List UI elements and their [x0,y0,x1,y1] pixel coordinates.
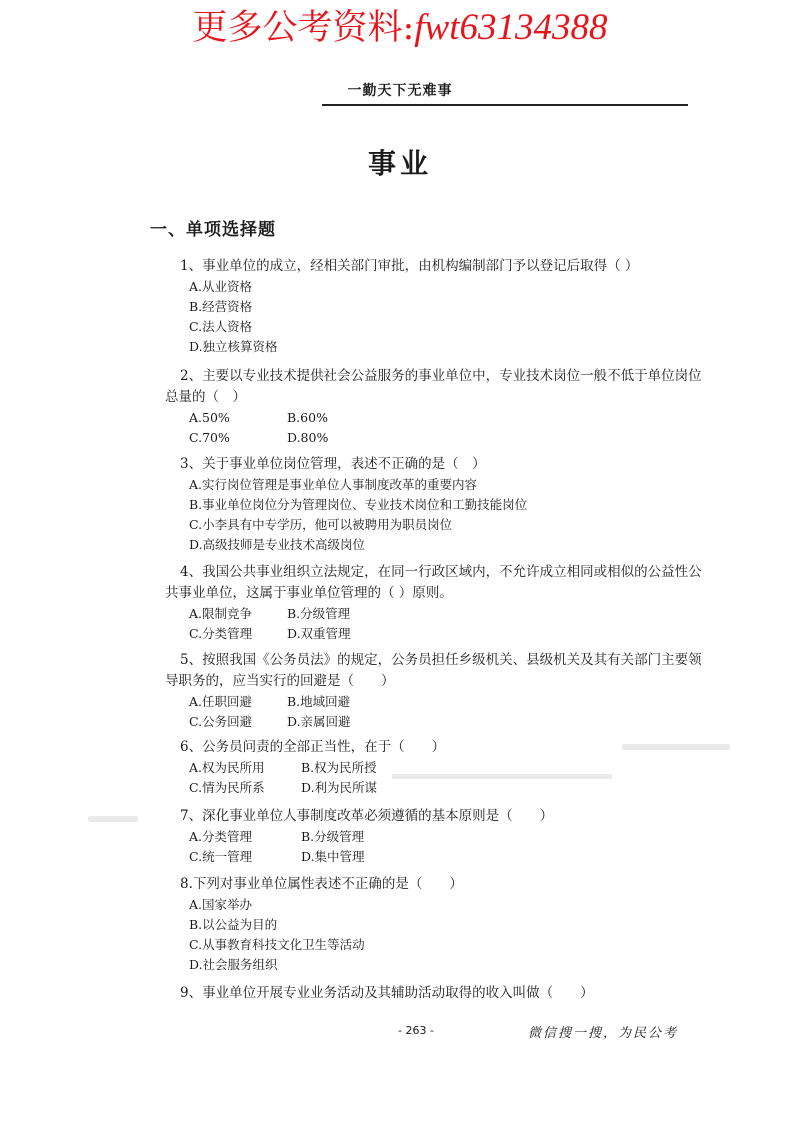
question-4 [165,562,705,644]
option-row [165,778,705,798]
option-c: C.70% [189,430,230,445]
option-row [165,847,705,867]
question-stem: 8.下列对事业单位属性表述不正确的是（ ） [180,876,463,892]
option-a: A.权为民所用 [189,760,265,775]
question-stem: 7、深化事业单位人事制度改革必须遵循的基本原则是（ ） [180,808,554,824]
option-d: D.集中管理 [301,849,365,864]
question-stem: 4、我国公共事业组织立法规定，在同一行政区域内，不允许成立相同或相似的公益性公共事业单位，这属于事业单位管理的（ ）原则。 [165,564,702,601]
question-7 [165,806,705,867]
question-5 [165,650,705,732]
option-b: B.地域回避 [287,694,351,709]
question-stem: 9、事业单位开展专业业务活动及其辅助活动取得的收入叫做（ ） [180,985,594,1001]
footer-slogan: 微信搜一搜，为民公考 [528,1026,679,1041]
question-stem: 5、按照我国《公务员法》的规定，公务员担任乡级机关、县级机关及其有关部门主要领导职务的，应当实行的回避是（ ） [165,652,702,689]
promo-banner [0,6,800,50]
option-row [165,827,705,847]
option-d: D.80% [287,430,329,445]
question-3 [165,454,705,555]
option-a: A.任职回避 [189,694,253,709]
scan-smudge [88,816,138,822]
question-1 [165,256,705,357]
option-b: B.分级管理 [287,606,351,621]
option-d: D.利为民所谋 [301,780,378,795]
question-9 [165,983,705,1004]
option-a: A.从业资格 [189,279,253,294]
option-c: C.小李具有中专学历，他可以被聘用为职员岗位 [189,517,453,532]
option-c: C.从事教育科技文化卫生等活动 [189,937,365,952]
option-d: D.亲属回避 [287,714,351,729]
option-c: C.统一管理 [189,849,253,864]
option-d: D.社会服务组织 [189,957,278,972]
option-a: A.国家举办 [189,897,253,912]
option-d: D.双重管理 [287,626,351,641]
motto-underline [322,104,688,106]
question-stem: 1、事业单位的成立，经相关部门审批，由机构编制部门予以登记后取得（ ） [180,258,639,274]
question-2 [165,366,705,448]
banner-prefix: 更多公考资料: [192,8,415,48]
option-b: B.60% [287,410,328,425]
scan-smudge [622,744,730,750]
option-a: A.实行岗位管理是事业单位人事制度改革的重要内容 [189,477,478,492]
option-b: B.以公益为目的 [189,917,278,932]
page-title: 事业 [367,147,432,180]
option-b: B.事业单位岗位分为管理岗位、专业技术岗位和工勤技能岗位 [189,497,528,512]
option-c: C.法人资格 [189,319,253,334]
option-row [165,624,705,644]
question-stem: 3、关于事业单位岗位管理，表述不正确的是（ ） [180,456,486,472]
page-number: - 263 - [398,1024,434,1037]
section-heading: 一、单项选择题 [150,220,276,240]
banner-contact: fwt63134388 [414,7,608,48]
option-d: D.独立核算资格 [189,339,278,354]
question-8 [165,874,705,975]
option-c: C.分类管理 [189,626,253,641]
option-a: A.限制竞争 [189,606,253,621]
question-stem: 2、主要以专业技术提供社会公益服务的事业单位中，专业技术岗位一般不低于单位岗位总量的（ ） [165,368,702,405]
option-d: D.高级技师是专业技术高级岗位 [189,537,366,552]
scan-smudge [392,774,612,779]
question-stem: 6、公务员问责的全部正当性，在于（ ） [180,739,446,755]
option-c: C.情为民所系 [189,780,265,795]
option-c: C.公务回避 [189,714,253,729]
option-row [165,604,705,624]
option-b: B.分级管理 [301,829,365,844]
option-row [165,712,705,732]
option-row [165,408,705,428]
option-a: A.50% [189,410,230,425]
page-motto: 一勤天下无难事 [347,83,453,99]
option-row [165,692,705,712]
option-row [165,428,705,448]
option-a: A.分类管理 [189,829,253,844]
option-b: B.权为民所授 [301,760,377,775]
option-b: B.经营资格 [189,299,253,314]
